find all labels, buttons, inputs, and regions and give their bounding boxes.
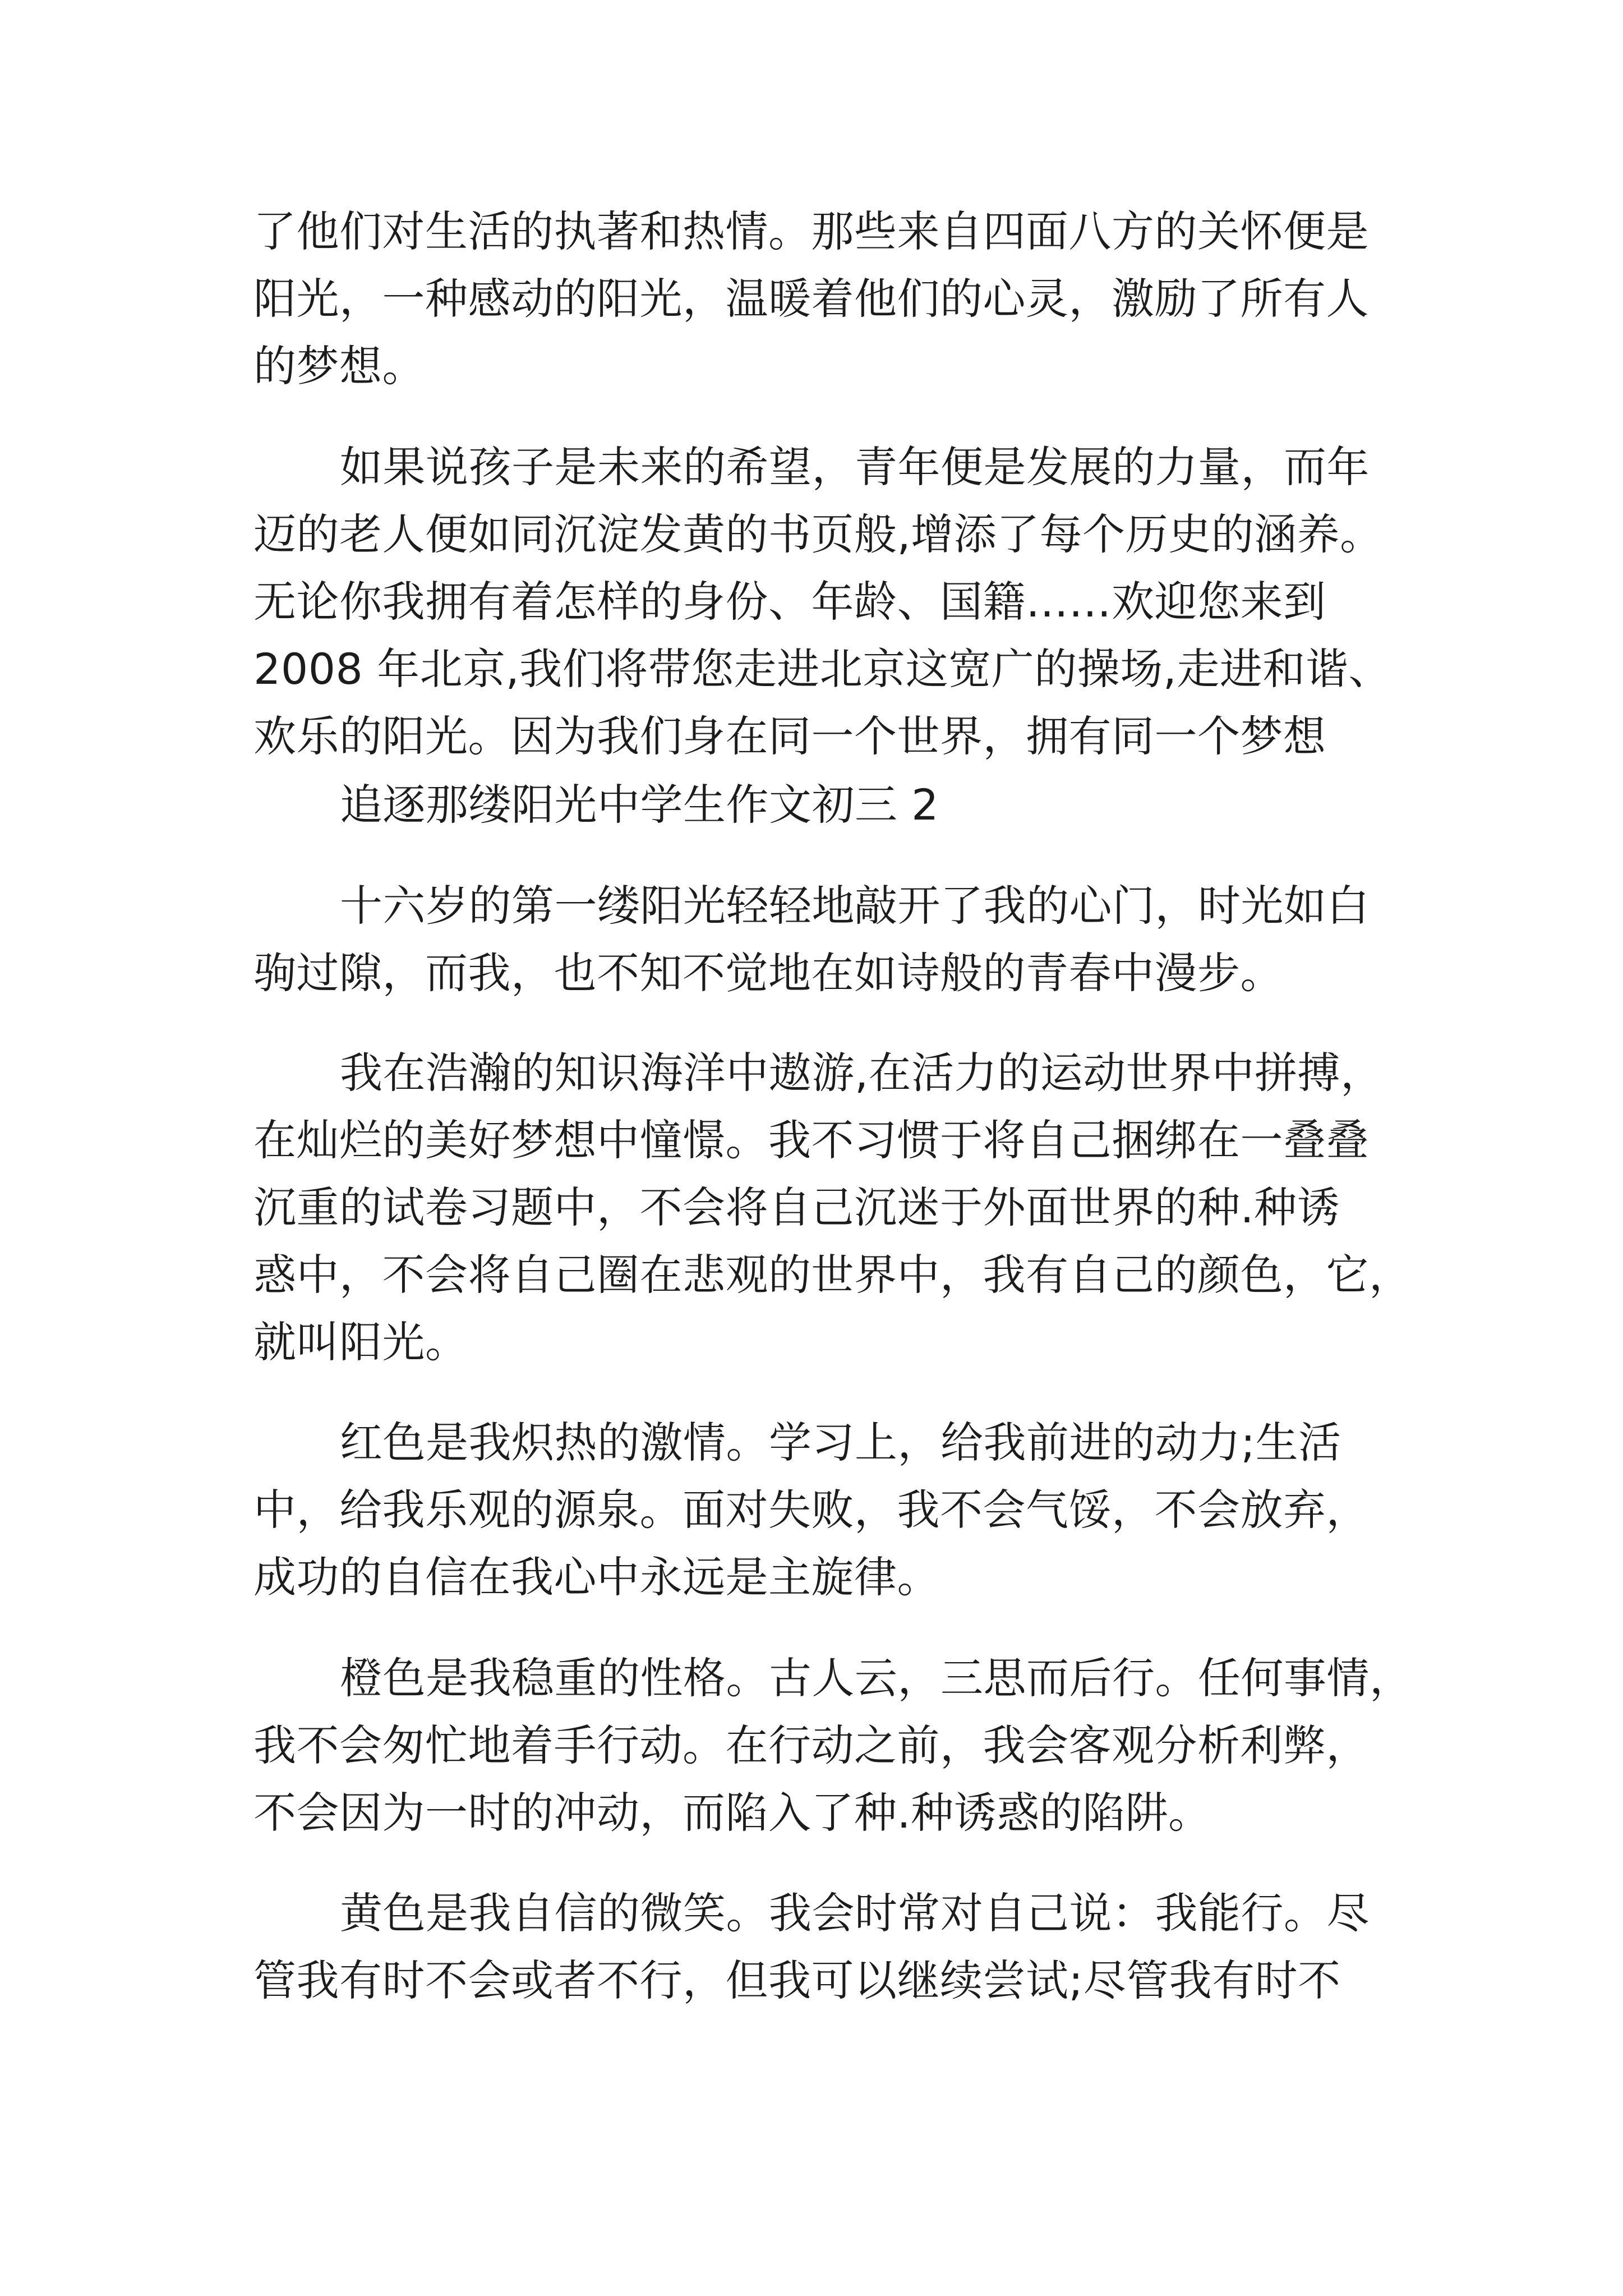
paragraph-first-line: 红色是我炽热的激情。学习上，给我前进的动力;生活	[340, 1418, 1341, 1467]
text-line: 沉重的试卷习题中，不会将自己沉迷于外面世界的种.种诱	[253, 1182, 1340, 1232]
text-line: 中，给我乐观的源泉。面对失败，我不会气馁，不会放弃，	[253, 1485, 1369, 1535]
text-line: 阳光，一种感动的阳光，温暖着他们的心灵，激励了所有人	[253, 274, 1369, 324]
paragraph-first-line: 我在浩瀚的知识海洋中遨游,在活力的运动世界中拼搏，	[340, 1048, 1384, 1098]
text-line: 2008 年北京,我们将带您走进北京这宽广的操场,走进和谐、	[253, 644, 1391, 694]
text-line: 成功的自信在我心中永远是主旋律。	[253, 1552, 940, 1602]
text-line: 的梦想。	[253, 341, 425, 391]
text-line: 了他们对生活的执著和热情。那些来自四面八方的关怀便是	[253, 206, 1369, 256]
paragraph-first-line: 黄色是我自信的微笑。我会时常对自己说：我能行。尽	[340, 1888, 1370, 1938]
paragraph-first-line: 橙色是我稳重的性格。古人云，三思而后行。任何事情，	[340, 1653, 1413, 1703]
paragraph-first-line: 十六岁的第一缕阳光轻轻地敲开了我的心门，时光如白	[340, 881, 1370, 931]
text-line: 惑中，不会将自己圈在悲观的世界中，我有自己的颜色，它，	[253, 1250, 1412, 1300]
text-line: 不会因为一时的冲动，而陷入了种.种诱惑的陷阱。	[253, 1788, 1211, 1838]
text-line: 管我有时不会或者不行，但我可以继续尝试;尽管我有时不	[253, 1955, 1341, 2005]
text-line: 在灿烂的美好梦想中憧憬。我不习惯于将自己捆绑在一叠叠	[253, 1115, 1369, 1165]
text-line: 驹过隙，而我，也不知不觉地在如诗般的青春中漫步。	[253, 948, 1283, 998]
text-line: 迈的老人便如同沉淀发黄的书页般,增添了每个历史的涵养。	[253, 509, 1383, 559]
text-line: 欢乐的阳光。因为我们身在同一个世界，拥有同一个梦想	[253, 711, 1326, 761]
text-line: 我不会匆忙地着手行动。在行动之前，我会客观分析利弊，	[253, 1720, 1369, 1770]
paragraph-first-line: 如果说孩子是未来的希望，青年便是发展的力量，而年	[340, 442, 1370, 492]
section-title: 追逐那缕阳光中学生作文初三 2	[340, 780, 939, 830]
text-line: 无论你我拥有着怎样的身份、年龄、国籍……欢迎您来到	[253, 577, 1326, 627]
text-line: 就叫阳光。	[253, 1317, 468, 1367]
